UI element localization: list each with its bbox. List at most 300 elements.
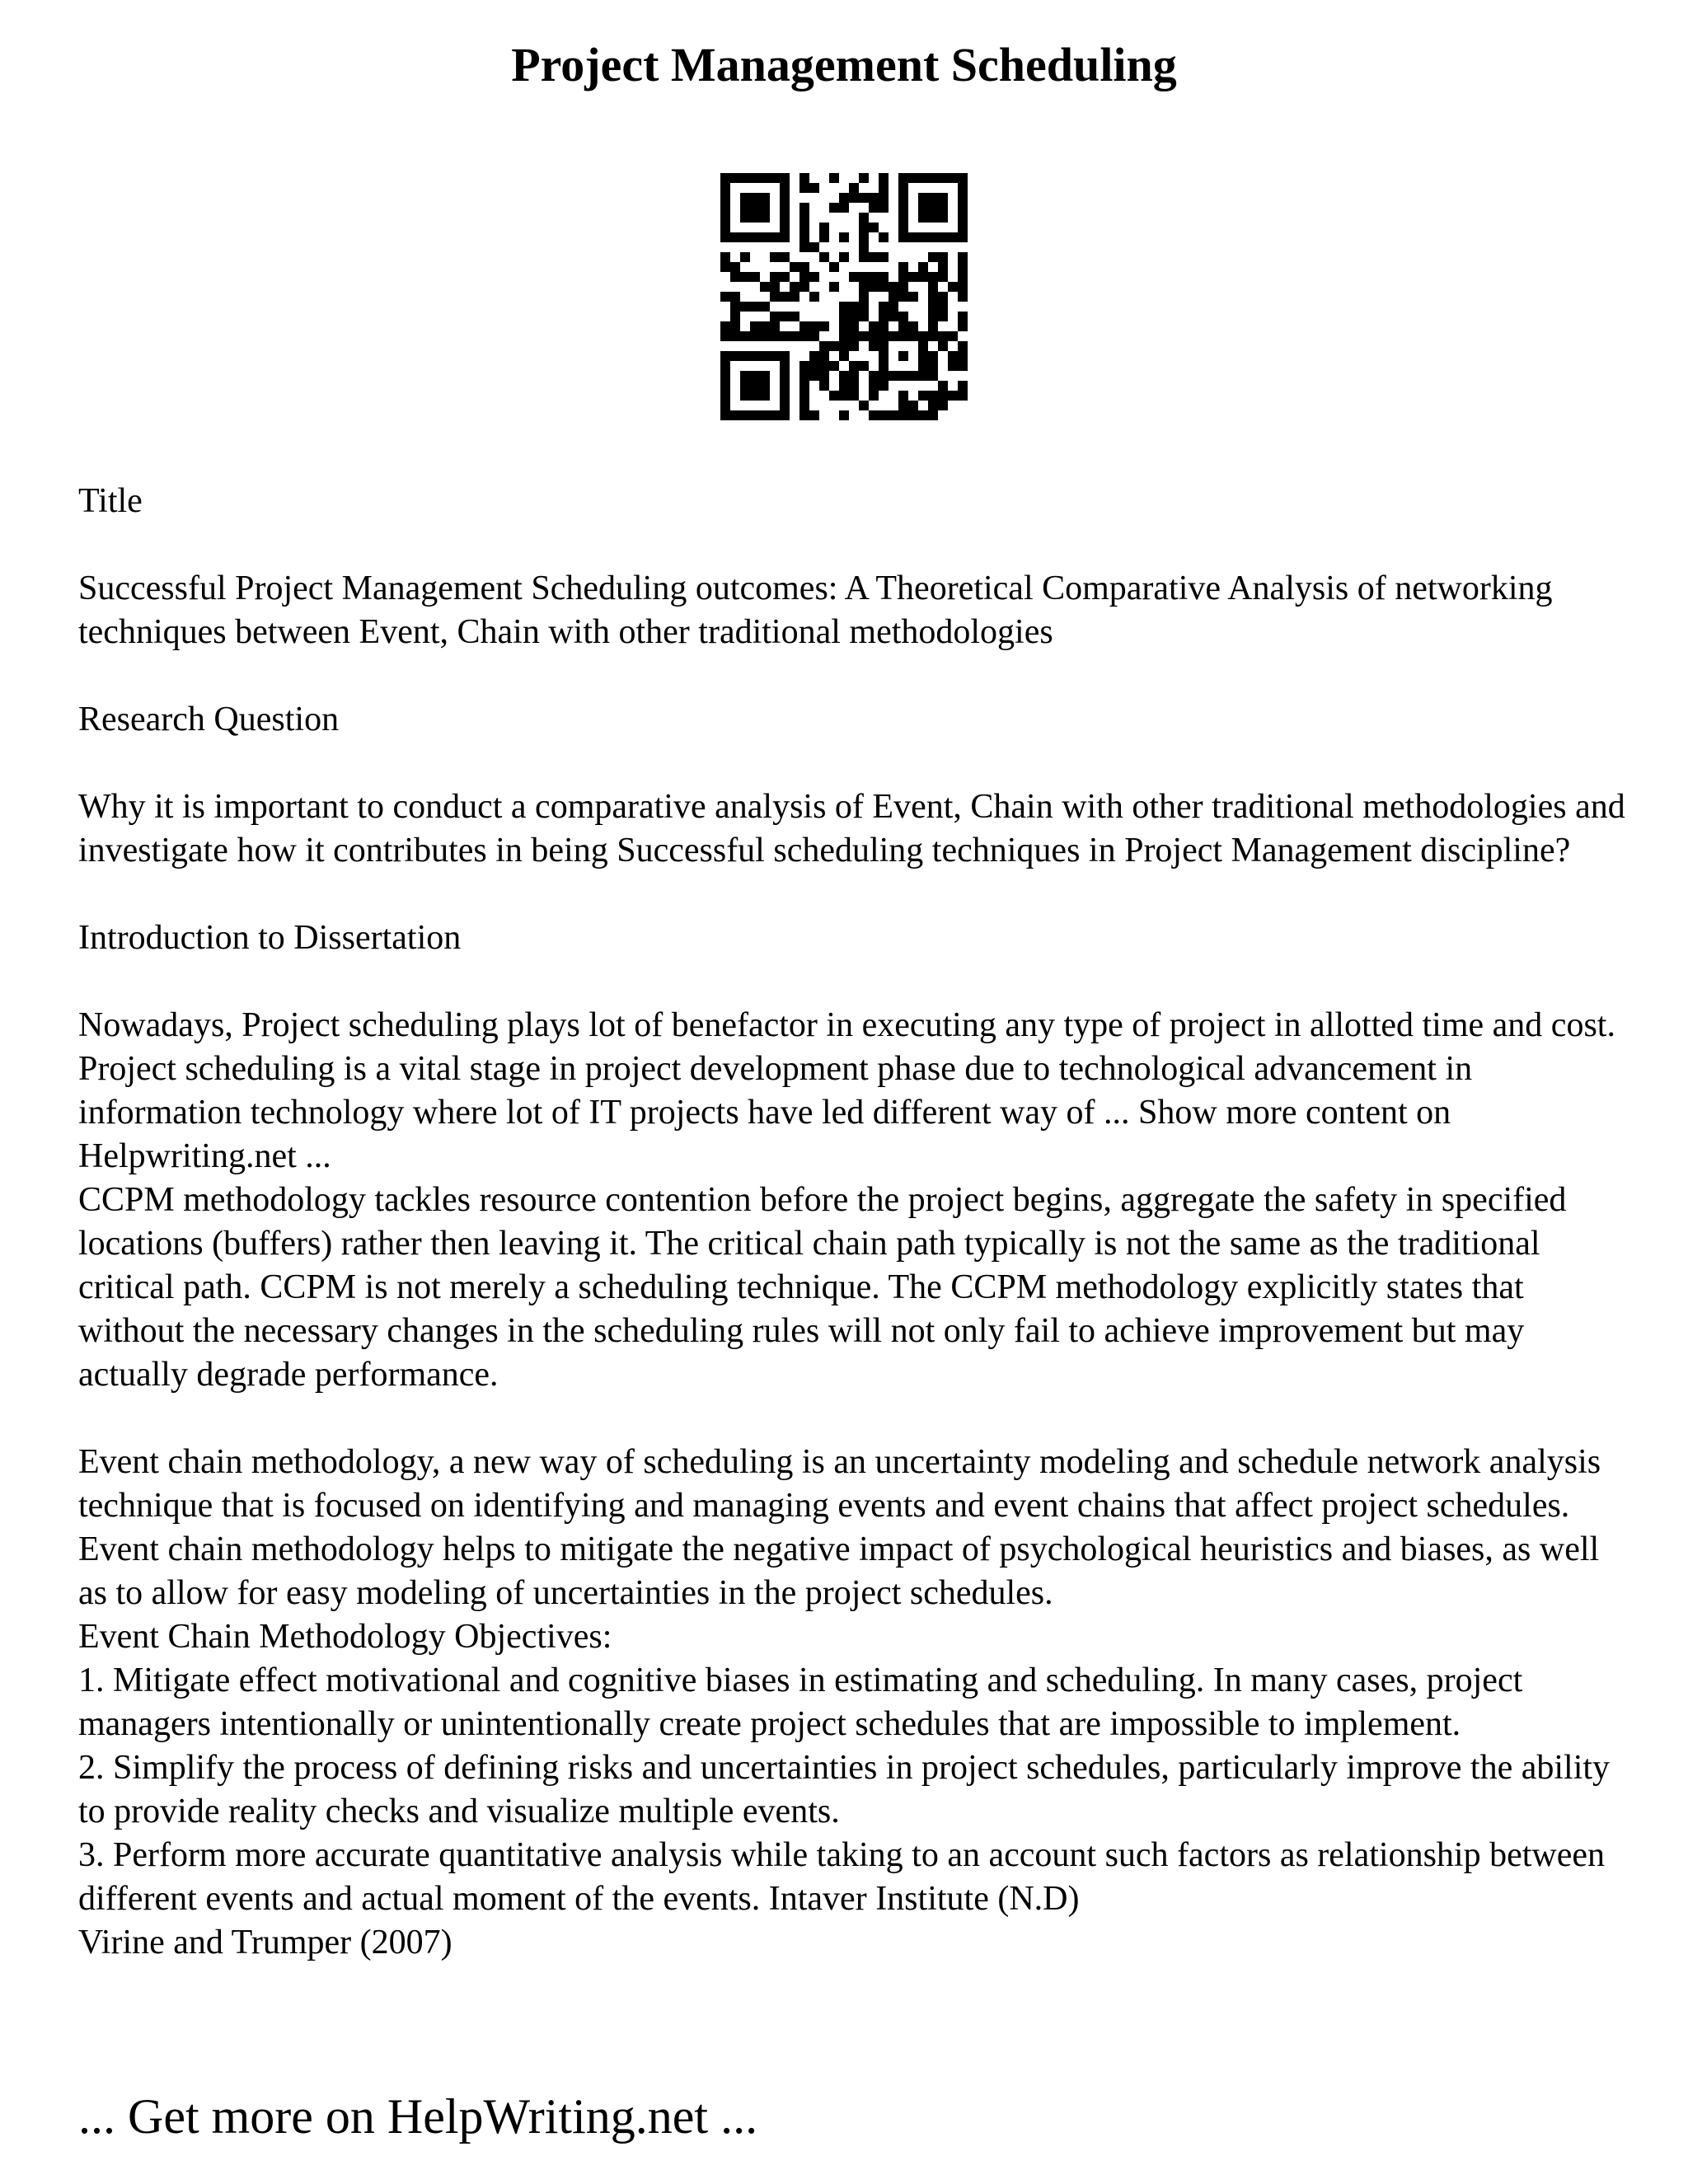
qr-module — [740, 213, 750, 223]
qr-module — [720, 262, 730, 272]
qr-module — [849, 302, 859, 312]
qr-module — [938, 391, 948, 401]
qr-module — [760, 232, 770, 242]
qr-module — [790, 331, 799, 341]
qr-module — [740, 252, 750, 262]
qr-module — [938, 262, 948, 272]
qr-module — [809, 410, 819, 420]
qr-code-icon — [720, 173, 968, 420]
qr-module — [730, 292, 740, 302]
qr-module — [839, 351, 849, 361]
qr-module — [918, 173, 928, 183]
qr-module — [720, 203, 730, 213]
qr-module — [720, 193, 730, 203]
qr-module — [780, 312, 790, 321]
qr-module — [958, 213, 968, 223]
qr-module — [928, 312, 938, 321]
qr-module — [958, 272, 968, 282]
qr-module — [898, 262, 908, 272]
qr-module — [928, 331, 938, 341]
qr-module — [859, 331, 869, 341]
qr-module — [938, 331, 948, 341]
qr-module — [760, 213, 770, 223]
qr-module — [720, 410, 730, 420]
qr-module — [750, 331, 760, 341]
title-heading: Title — [78, 482, 143, 520]
qr-module — [809, 331, 819, 341]
qr-module — [918, 351, 928, 361]
qr-module — [720, 351, 730, 361]
qr-module — [770, 321, 780, 331]
introduction-heading: Introduction to Dissertation — [78, 919, 462, 957]
qr-module — [889, 410, 898, 420]
qr-module — [958, 262, 968, 272]
qr-module — [799, 213, 809, 223]
qr-module — [879, 351, 889, 361]
qr-module — [908, 331, 918, 341]
qr-module — [928, 203, 938, 213]
qr-module — [799, 262, 809, 272]
qr-module — [750, 203, 760, 213]
qr-module — [720, 371, 730, 381]
qr-module — [799, 391, 809, 401]
qr-module — [938, 292, 948, 302]
qr-module — [849, 272, 859, 282]
qr-module — [780, 410, 790, 420]
qr-module — [918, 232, 928, 242]
qr-module — [849, 312, 859, 321]
qr-module — [898, 282, 908, 292]
qr-module — [869, 272, 879, 282]
qr-module — [780, 351, 790, 361]
qr-module — [809, 321, 819, 331]
qr-module — [859, 401, 869, 410]
qr-module — [879, 173, 889, 183]
qr-module — [958, 282, 968, 292]
qr-module — [908, 371, 918, 381]
qr-module — [730, 232, 740, 242]
qr-module — [780, 193, 790, 203]
qr-module — [859, 223, 869, 232]
qr-module — [869, 282, 879, 292]
qr-module — [780, 173, 790, 183]
qr-module — [730, 262, 740, 272]
qr-module — [770, 312, 780, 321]
qr-module — [869, 341, 879, 351]
qr-module — [819, 371, 829, 381]
helpwriting-link[interactable]: ... Get more on HelpWriting.net ... — [78, 2089, 758, 2144]
qr-module — [799, 361, 809, 371]
qr-module — [859, 173, 869, 183]
objectives-heading: Event Chain Methodology Objectives: — [78, 1618, 612, 1656]
qr-module — [948, 391, 958, 401]
qr-module — [720, 292, 730, 302]
qr-module — [908, 321, 918, 331]
document-body — [78, 480, 1628, 1965]
qr-module — [799, 232, 809, 242]
qr-module — [879, 371, 889, 381]
qr-module — [849, 381, 859, 391]
qr-module — [938, 232, 948, 242]
qr-module — [720, 321, 730, 331]
qr-module — [958, 183, 968, 193]
qr-module — [839, 232, 849, 242]
qr-module — [750, 351, 760, 361]
qr-module — [958, 252, 968, 262]
qr-module — [780, 272, 790, 282]
qr-module — [958, 351, 968, 361]
qr-module — [928, 410, 938, 420]
qr-module — [869, 331, 879, 341]
qr-module — [780, 371, 790, 381]
qr-module — [780, 381, 790, 391]
qr-module — [760, 173, 770, 183]
qr-module — [720, 391, 730, 401]
qr-module — [750, 321, 760, 331]
qr-module — [879, 282, 889, 292]
qr-module — [760, 193, 770, 203]
qr-module — [770, 282, 780, 292]
qr-module — [750, 391, 760, 401]
qr-module — [898, 351, 908, 361]
qr-module — [730, 173, 740, 183]
qr-module — [859, 232, 869, 242]
qr-module — [770, 173, 780, 183]
qr-module — [918, 193, 928, 203]
qr-module — [859, 312, 869, 321]
qr-module — [859, 361, 869, 371]
qr-module — [948, 173, 958, 183]
objective-item-1: 1. Mitigate effect motivational and cognitive biases in estimating and scheduling. In many cases, project managers intentionally or unintentionally create project schedules that are impossible to implement. — [78, 1661, 1523, 1743]
qr-module — [730, 302, 740, 312]
qr-module — [780, 203, 790, 213]
qr-module — [760, 331, 770, 341]
qr-module — [829, 173, 839, 183]
qr-module — [958, 341, 968, 351]
qr-module — [829, 391, 839, 401]
qr-module — [819, 381, 829, 391]
qr-module — [829, 203, 839, 213]
qr-module — [839, 371, 849, 381]
qr-module — [780, 292, 790, 302]
qr-module — [780, 183, 790, 193]
qr-module — [928, 351, 938, 361]
qr-module — [898, 312, 908, 321]
qr-module — [799, 272, 809, 282]
qr-module — [898, 391, 908, 401]
qr-module — [790, 282, 799, 292]
qr-module — [869, 252, 879, 262]
qr-module — [720, 173, 730, 183]
qr-module — [928, 173, 938, 183]
qr-module — [879, 341, 889, 351]
qr-module — [958, 361, 968, 371]
qr-module — [859, 302, 869, 312]
qr-module — [740, 173, 750, 183]
qr-module — [780, 331, 790, 341]
qr-module — [958, 193, 968, 203]
qr-module — [849, 331, 859, 341]
qr-module — [928, 292, 938, 302]
qr-module — [879, 321, 889, 331]
qr-module — [889, 331, 898, 341]
qr-module — [839, 331, 849, 341]
qr-module — [879, 312, 889, 321]
qr-module — [859, 292, 869, 302]
qr-module — [720, 252, 730, 262]
qr-module — [849, 321, 859, 331]
qr-module — [770, 410, 780, 420]
qr-module — [879, 302, 889, 312]
qr-module — [938, 272, 948, 282]
qr-module — [908, 410, 918, 420]
qr-module — [849, 361, 859, 371]
qr-module — [918, 272, 928, 282]
qr-module — [819, 341, 829, 351]
qr-module — [809, 361, 819, 371]
qr-module — [859, 193, 869, 203]
qr-module — [958, 223, 968, 232]
qr-module — [809, 371, 819, 381]
qr-module — [928, 401, 938, 410]
qr-module — [908, 232, 918, 242]
qr-module — [958, 203, 968, 213]
qr-module — [839, 321, 849, 331]
qr-module — [879, 252, 889, 262]
qr-module — [760, 410, 770, 420]
qr-module — [948, 361, 958, 371]
qr-module — [898, 410, 908, 420]
qr-module — [898, 173, 908, 183]
qr-module — [958, 232, 968, 242]
event-chain-paragraph: Event chain methodology, a new way of scheduling is an uncertainty modeling and schedule network analysis technique that is focused on identifying and managing events and event chains that affect project schedules. Event chain methodology helps to mitigate the negative impact of psychological heuristics and biases, as well as to allow for easy modeling of uncertainties in the project schedules. — [78, 1443, 1601, 1612]
qr-module — [770, 232, 780, 242]
qr-module — [770, 351, 780, 361]
qr-module — [889, 312, 898, 321]
qr-module — [898, 223, 908, 232]
qr-module — [849, 341, 859, 351]
qr-module — [750, 410, 760, 420]
qr-module — [898, 331, 908, 341]
qr-module — [839, 203, 849, 213]
research-question-heading: Research Question — [78, 701, 340, 738]
qr-module — [879, 331, 889, 341]
qr-module — [799, 401, 809, 410]
qr-module — [829, 282, 839, 292]
qr-module — [730, 312, 740, 321]
qr-module — [928, 371, 938, 381]
title-text: Successful Project Management Scheduling outcomes: A Theoretical Comparative Analysis of networking techniques between Event, Chain with other traditional methodologies — [78, 569, 1553, 651]
qr-module — [889, 292, 898, 302]
qr-module — [948, 282, 958, 292]
qr-module — [770, 292, 780, 302]
qr-module — [809, 351, 819, 361]
qr-module — [879, 272, 889, 282]
qr-module — [819, 351, 829, 361]
qr-module — [809, 292, 819, 302]
qr-module — [898, 213, 908, 223]
qr-module — [928, 193, 938, 203]
qr-module — [958, 321, 968, 331]
objective-item-2: 2. Simplify the process of defining risks and uncertainties in project schedules, particularly improve the ability to provide reality checks and visualize multiple events. — [78, 1749, 1611, 1830]
qr-module — [898, 401, 908, 410]
qr-module — [938, 213, 948, 223]
qr-module — [889, 282, 898, 292]
qr-module — [908, 173, 918, 183]
qr-module — [879, 410, 889, 420]
qr-module — [760, 371, 770, 381]
qr-module — [869, 321, 879, 331]
qr-module — [918, 213, 928, 223]
qr-module — [720, 331, 730, 341]
qr-module — [869, 223, 879, 232]
research-question-text: Why it is important to conduct a comparative analysis of Event, Chain with other traditional methodologies and investigate how it contributes in being Successful scheduling techniques in Project Management discipline? — [78, 788, 1625, 869]
qr-module — [918, 371, 928, 381]
qr-module — [918, 262, 928, 272]
qr-module — [849, 371, 859, 381]
qr-module — [829, 361, 839, 371]
qr-module — [720, 401, 730, 410]
qr-module — [938, 312, 948, 321]
qr-module — [918, 361, 928, 371]
qr-module — [819, 252, 829, 262]
qr-module — [938, 302, 948, 312]
qr-module — [780, 213, 790, 223]
qr-module — [938, 341, 948, 351]
qr-module — [898, 272, 908, 282]
qr-module — [750, 173, 760, 183]
qr-module — [799, 242, 809, 252]
qr-module — [889, 302, 898, 312]
qr-module — [869, 391, 879, 401]
qr-module — [908, 272, 918, 282]
qr-module — [938, 252, 948, 262]
qr-module — [869, 381, 879, 391]
qr-module — [790, 312, 799, 321]
qr-module — [760, 203, 770, 213]
qr-module — [839, 381, 849, 391]
qr-module — [839, 312, 849, 321]
qr-module — [928, 272, 938, 282]
qr-module — [958, 312, 968, 321]
qr-module — [958, 391, 968, 401]
qr-module — [839, 252, 849, 262]
qr-module — [928, 361, 938, 371]
qr-module — [799, 223, 809, 232]
qr-module — [740, 410, 750, 420]
qr-module — [898, 321, 908, 331]
ccpm-paragraph: CCPM methodology tackles resource contention before the project begins, aggregate the safety in specified locations (buffers) rather then leaving it. The critical chain path typically is not the same as the traditional critical path. CCPM is not merely a scheduling technique. The CCPM methodology explicitly states that without the necessary changes in the scheduling rules will not only fail to achieve improvement but may actually degrade performance. — [78, 1181, 1567, 1394]
qr-module — [898, 232, 908, 242]
qr-module — [750, 193, 760, 203]
qr-module — [740, 302, 750, 312]
qr-module — [918, 341, 928, 351]
qr-module — [730, 410, 740, 420]
qr-module — [790, 292, 799, 302]
qr-module — [750, 232, 760, 242]
qr-module — [730, 272, 740, 282]
qr-module — [859, 252, 869, 262]
qr-module — [879, 183, 889, 193]
qr-module — [799, 410, 809, 420]
qr-module — [889, 371, 898, 381]
qr-module — [928, 232, 938, 242]
qr-module — [740, 351, 750, 361]
qr-module — [908, 401, 918, 410]
qr-module — [849, 183, 859, 193]
qr-module — [780, 252, 790, 262]
qr-module — [809, 272, 819, 282]
qr-module — [720, 223, 730, 232]
qr-module — [819, 321, 829, 331]
qr-module — [760, 321, 770, 331]
qr-module — [908, 292, 918, 302]
qr-module — [938, 203, 948, 213]
qr-module — [770, 252, 780, 262]
qr-module — [839, 391, 849, 401]
qr-module — [928, 213, 938, 223]
qr-module — [839, 341, 849, 351]
document-title: Project Management Scheduling — [511, 38, 1177, 91]
qr-module — [849, 391, 859, 401]
qr-module — [898, 183, 908, 193]
qr-module — [760, 391, 770, 401]
objective-item-3: 3. Perform more accurate quantitative analysis while taking to an account such factors as relationship between different events and actual moment of the events. Intaver Institute (N.D) — [78, 1836, 1606, 1918]
qr-module — [839, 193, 849, 203]
qr-module — [720, 183, 730, 193]
qr-module — [938, 381, 948, 391]
qr-module — [918, 410, 928, 420]
qr-module — [859, 282, 869, 292]
qr-module — [799, 321, 809, 331]
qr-module — [958, 381, 968, 391]
qr-module — [720, 361, 730, 371]
qr-module — [938, 173, 948, 183]
qr-module — [879, 203, 889, 213]
qr-module — [839, 410, 849, 420]
qr-module — [809, 242, 819, 252]
qr-module — [750, 381, 760, 391]
qr-module — [799, 173, 809, 183]
qr-module — [928, 302, 938, 312]
qr-module — [740, 232, 750, 242]
qr-module — [879, 232, 889, 242]
qr-module — [750, 213, 760, 223]
qr-module — [730, 351, 740, 361]
qr-module — [948, 351, 958, 361]
introduction-text: Nowadays, Project scheduling plays lot of benefactor in executing any type of project in allotted time and cost. Project scheduling is a vital stage in project development phase due to technological advancement in information technology where lot of IT projects have led different way of ... Show more content on Helpwriting.net ... — [78, 1006, 1615, 1175]
qr-module — [859, 242, 869, 252]
qr-module — [879, 193, 889, 203]
qr-module — [740, 371, 750, 381]
qr-module — [750, 302, 760, 312]
qr-module — [918, 391, 928, 401]
qr-module — [918, 331, 928, 341]
qr-module — [750, 272, 760, 282]
qr-module — [760, 351, 770, 361]
qr-module — [839, 302, 849, 312]
qr-module — [760, 381, 770, 391]
qr-module — [879, 361, 889, 371]
qr-module — [799, 371, 809, 381]
qr-module — [799, 282, 809, 292]
qr-module — [849, 193, 859, 203]
qr-module — [770, 272, 780, 282]
qr-module — [918, 203, 928, 213]
qr-module — [780, 223, 790, 232]
qr-module — [948, 331, 958, 341]
qr-module — [938, 193, 948, 203]
